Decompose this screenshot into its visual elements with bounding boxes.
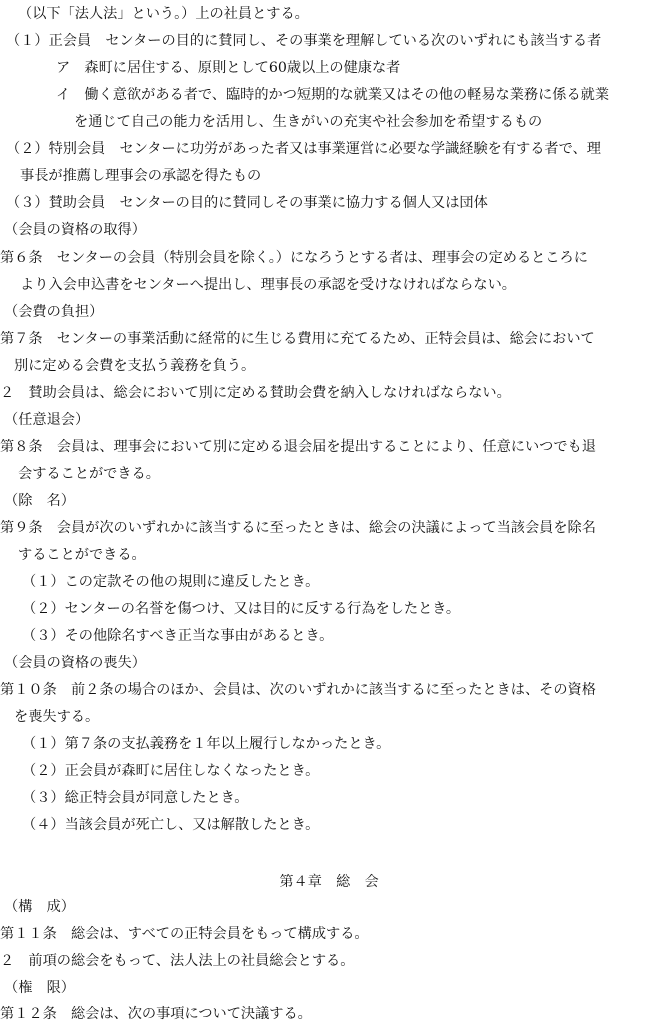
list-item: （１）第７条の支払義務を１年以上履行しなかったとき。 (22, 736, 391, 752)
article-9: 第９条 会員が次のいずれかに該当するに至ったときは、総会の決議によって当該会員を除名 (0, 520, 596, 536)
text-line: を通じて自己の能力を活用し、生きがいの充実や社会参加を希望するもの (74, 114, 543, 130)
article-11: 第１１条 総会は、すべての正特会員をもって構成する。 (0, 926, 369, 942)
paragraph-2: ２ 賛助会員は、総会において別に定める賛助会費を納入しなければならない。 (0, 385, 511, 401)
text-line: 事長が推薦し理事会の承認を得たもの (20, 168, 262, 184)
article-6: 第６条 センターの会員（特別会員を除く。）になろうとする者は、理事会の定めるところに (0, 250, 588, 266)
article-8: 第８条 会員は、理事会において別に定める退会届を提出することにより、任意にいつでも退 (0, 439, 596, 455)
list-item: （３）その他除名すべき正当な事由があるとき。 (22, 628, 334, 644)
text-line: を喪失する。 (14, 709, 100, 725)
paragraph-2: ２ 前項の総会をもって、法人法上の社員総会とする。 (0, 953, 355, 969)
section-heading: （会員の資格の喪失） (4, 655, 146, 671)
section-heading: （構 成） (4, 899, 75, 915)
list-item: イ 働く意欲がある者で、臨時的かつ短期的な就業又はその他の軽易な業務に係る就業 (56, 87, 610, 103)
article-12: 第１２条 総会は、次の事項について決議する。 (0, 1006, 312, 1022)
member-type-supporting: （３）賛助会員 センターの目的に賛同しその事業に協力する個人又は団体 (6, 195, 488, 211)
member-type-regular: （１）正会員 センターの目的に賛同し、その事業を理解している次のいずれにも該当する者 (6, 33, 602, 49)
section-heading: （権 限） (4, 980, 75, 996)
text-line: 別に定める会費を支払う義務を負う。 (14, 358, 256, 374)
text-line: することができる。 (18, 547, 146, 563)
list-item: ア 森町に居住する、原則として60歳以上の健康な者 (56, 60, 401, 76)
list-item: （２）正会員が森町に居住しなくなったとき。 (22, 763, 320, 779)
list-item: （４）当該会員が死亡し、又は解散したとき。 (22, 817, 320, 833)
list-item: （３）総正特会員が同意したとき。 (22, 790, 249, 806)
text-line: 会することができる。 (18, 466, 160, 482)
article-10: 第１０条 前２条の場合のほか、会員は、次のいずれかに該当するに至ったときは、その資格 (0, 682, 596, 698)
text-line: より入会申込書をセンターへ提出し、理事長の承認を受けなければならない。 (20, 277, 516, 293)
list-item: （２）センターの名誉を傷つけ、又は目的に反する行為をしたとき。 (22, 601, 461, 617)
section-heading: （任意退会） (4, 412, 90, 428)
chapter-heading: 第４章 総 会 (279, 874, 379, 890)
section-heading: （会費の負担） (4, 304, 104, 320)
section-heading: （会員の資格の取得） (4, 222, 146, 238)
member-type-special: （２）特別会員 センターに功労があった者又は事業運営に必要な学識経験を有する者で、理 (6, 141, 601, 157)
text-line: （以下「法人法」という。）上の社員とする。 (18, 6, 309, 22)
section-heading: （除 名） (4, 493, 75, 509)
list-item: （１）この定款その他の規則に違反したとき。 (22, 574, 320, 590)
article-7: 第７条 センターの事業活動に経常的に生じる費用に充てるため、正特会員は、総会において (0, 331, 595, 347)
